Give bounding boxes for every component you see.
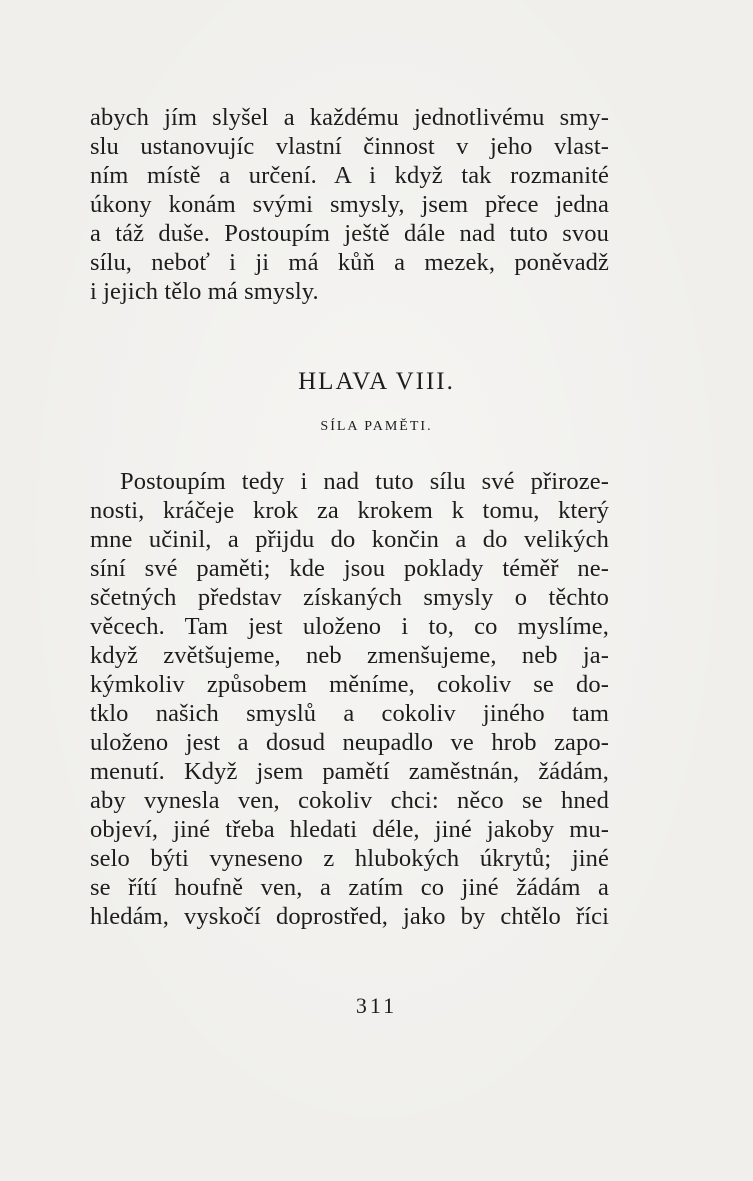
page-number: 311 [355, 993, 398, 1018]
text-line: kýmkoliv způsobem měníme, cokoliv se do- [90, 671, 609, 698]
text-line: sčetných představ získaných smysly o těchto [90, 584, 609, 611]
text-line: aby vynesla ven, cokoliv chci: něco se hned [90, 787, 609, 814]
text-line: menutí. Když jsem pamětí zaměstnán, žádám, [90, 758, 609, 785]
text-line: sílu, neboť i ji má kůň a mezek, poněvadž [90, 249, 609, 276]
text-line: Postoupím tedy i nad tuto sílu své přiroze- [120, 468, 609, 495]
text-line: nosti, kráčeje krok za krokem k tomu, který [90, 497, 609, 524]
text-line: se řítí houfně ven, a zatím co jiné žádám a [90, 874, 609, 901]
text-line: síní své paměti; kde jsou poklady téměř ne- [90, 555, 609, 582]
text-line: objeví, jiné třeba hledati déle, jiné jakoby mu- [90, 816, 609, 843]
text-line: a táž duše. Postoupím ještě dále nad tuto svou [90, 220, 609, 247]
text-line: abych jím slyšel a každému jednotlivému smy- [90, 104, 609, 131]
text-line: mne učinil, a přijdu do končin a do velikých [90, 526, 609, 553]
text-line: úkony konám svými smysly, jsem přece jedna [90, 191, 609, 218]
text-line: selo býti vyneseno z hlubokých úkrytů; jiné [90, 845, 609, 872]
text-line: slu ustanovujíc vlastní činnost v jeho vlast- [90, 133, 609, 160]
paragraph-1 [90, 103, 609, 306]
text-line: ním místě a určení. A i když tak rozmanité [90, 162, 609, 189]
text-line: uloženo jest a dosud neupadlo ve hrob zapo- [90, 729, 609, 756]
text-line: věcech. Tam jest uloženo i to, co myslíme, [90, 613, 609, 640]
text-line: když zvětšujeme, neb zmenšujeme, neb ja- [90, 642, 609, 669]
chapter-subtitle: SÍLA PAMĚTI. [320, 419, 433, 434]
text-line: tklo našich smyslů a cokoliv jiného tam [90, 700, 609, 727]
text-line: i jejich tělo má smysly. [90, 278, 319, 305]
chapter-title: HLAVA VIII. [298, 368, 455, 395]
paragraph-2 [90, 467, 609, 931]
text-line: hledám, vyskočí doprostřed, jako by chtělo říci [90, 903, 609, 930]
